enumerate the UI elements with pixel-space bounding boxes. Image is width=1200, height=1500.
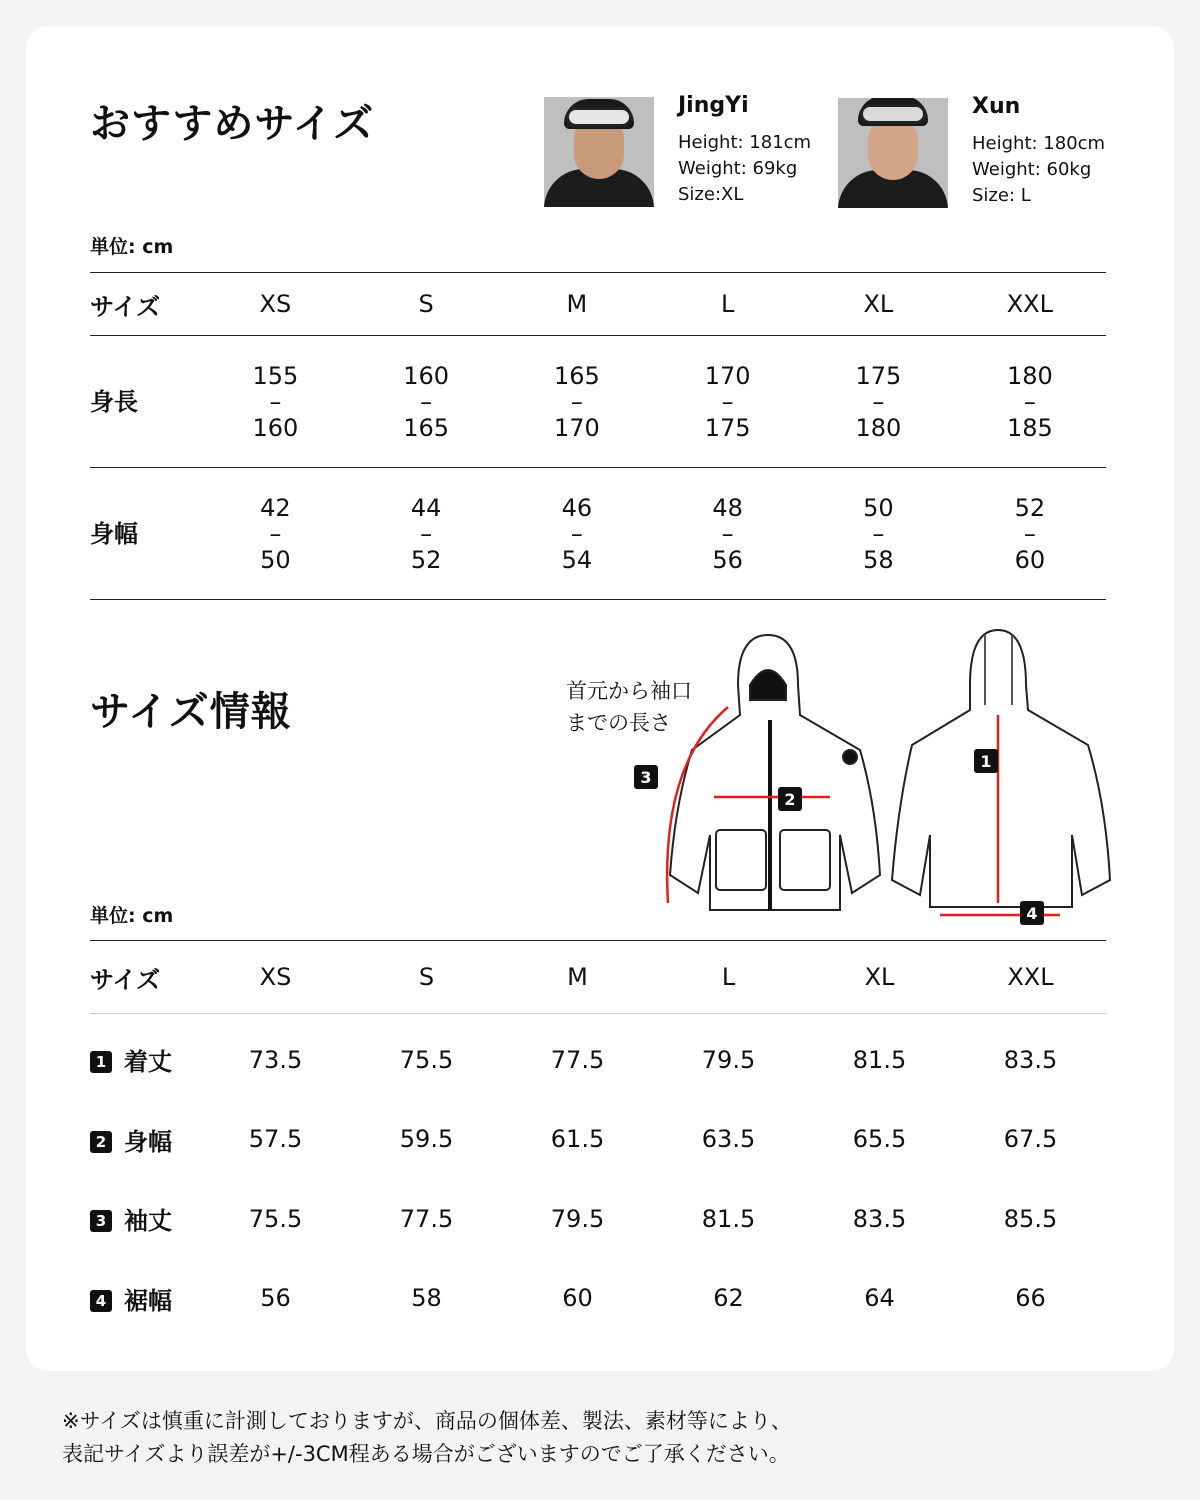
value-cell: 79.5 <box>550 1204 605 1233</box>
size-xl: XL <box>804 941 955 1014</box>
note-line-2: 表記サイズより誤差が+/-3CM程ある場合がございますのでご了承ください。 <box>62 1442 790 1466</box>
range-cell: 180 – 185 <box>954 336 1106 468</box>
size-info-table <box>90 940 1106 1338</box>
table-header-row <box>90 941 1106 1014</box>
marker-1-icon: 1 <box>90 1051 112 1073</box>
value-cell: 61.5 <box>550 1125 605 1154</box>
value-cell: 62 <box>713 1284 744 1313</box>
marker-4-icon: 4 <box>90 1290 112 1312</box>
size-s: S <box>351 941 502 1014</box>
value-cell: 75.5 <box>399 1045 454 1074</box>
model-name: JingYi <box>678 93 749 118</box>
row-label: 4 裾幅 <box>90 1259 200 1339</box>
value-cell: 81.5 <box>852 1045 907 1074</box>
row-label: 1 着丈 <box>90 1014 200 1100</box>
model-name: Xun <box>972 94 1021 119</box>
recommend-size-table <box>90 272 1106 600</box>
svg-text:4: 4 <box>1026 904 1038 923</box>
header-label: サイズ <box>90 941 200 1014</box>
size-xxl: XXL <box>954 273 1106 336</box>
table-row-height <box>90 336 1106 468</box>
model-card-xun <box>838 94 1106 209</box>
note-line-1: ※サイズは慎重に計測しておりますが、商品の個体差、製法、素材等により、 <box>62 1409 792 1433</box>
header-label: サイズ <box>90 273 200 336</box>
row-label: 身幅 <box>90 468 200 600</box>
table-row-chest <box>90 468 1106 600</box>
marker-2-icon: 2 <box>90 1131 112 1153</box>
unit-label: 単位: cm <box>90 236 174 258</box>
unit-label: 単位: cm <box>90 905 174 927</box>
size-m: M <box>502 273 653 336</box>
value-cell: 77.5 <box>550 1045 605 1074</box>
model-photo-xun <box>838 98 948 208</box>
value-cell: 64 <box>864 1284 895 1313</box>
table-header-row <box>90 273 1106 336</box>
range-cell: 165 – 170 <box>502 336 653 468</box>
range-cell: 50 – 58 <box>803 468 954 600</box>
model-weight: Weight: 60kg <box>972 159 1092 180</box>
row-label: 3 袖丈 <box>90 1179 200 1259</box>
model-photo-jingyi <box>544 97 654 207</box>
size-info-title: サイズ情報 <box>90 689 292 735</box>
value-cell: 65.5 <box>852 1125 907 1154</box>
table-row-sleeve <box>90 1179 1106 1259</box>
svg-text:1: 1 <box>980 752 992 771</box>
value-cell: 59.5 <box>399 1125 454 1154</box>
value-cell: 63.5 <box>701 1125 756 1154</box>
value-cell: 81.5 <box>701 1204 756 1233</box>
model-height: Height: 181cm <box>678 132 812 153</box>
table-row-chest <box>90 1100 1106 1180</box>
row-label: 2 身幅 <box>90 1100 200 1180</box>
range-cell: 44 – 52 <box>351 468 502 600</box>
model-height: Height: 180cm <box>972 133 1106 154</box>
range-cell: 160 – 165 <box>351 336 502 468</box>
back-jacket-icon <box>892 630 1110 907</box>
value-cell: 75.5 <box>248 1204 303 1233</box>
range-cell: 46 – 54 <box>502 468 653 600</box>
row-label: 身長 <box>90 336 200 468</box>
size-l: L <box>653 941 804 1014</box>
value-cell: 83.5 <box>1003 1045 1058 1074</box>
range-cell: 42 – 50 <box>200 468 351 600</box>
size-xl: XL <box>803 273 954 336</box>
table-row-length <box>90 1014 1106 1100</box>
range-cell: 48 – 56 <box>652 468 803 600</box>
range-cell: 170 – 175 <box>652 336 803 468</box>
disclaimer-note <box>62 1405 792 1471</box>
range-cell: 155 – 160 <box>200 336 351 468</box>
size-m: M <box>502 941 653 1014</box>
model-size: Size: L <box>972 185 1031 206</box>
value-cell: 60 <box>562 1284 593 1313</box>
jacket-diagram <box>620 625 1120 925</box>
value-cell: 58 <box>411 1284 442 1313</box>
value-cell: 79.5 <box>701 1045 756 1074</box>
size-s: S <box>351 273 502 336</box>
value-cell: 67.5 <box>1003 1125 1058 1154</box>
recommend-title: おすすめサイズ <box>90 101 375 147</box>
value-cell: 77.5 <box>399 1204 454 1233</box>
value-cell: 73.5 <box>248 1045 303 1074</box>
marker-3-icon: 3 <box>90 1210 112 1232</box>
size-xs: XS <box>200 273 351 336</box>
value-cell: 66 <box>1015 1284 1046 1313</box>
range-cell: 52 – 60 <box>954 468 1106 600</box>
value-cell: 85.5 <box>1003 1204 1058 1233</box>
value-cell: 57.5 <box>248 1125 303 1154</box>
value-cell: 56 <box>260 1284 291 1313</box>
size-xs: XS <box>200 941 351 1014</box>
model-weight: Weight: 69kg <box>678 158 798 179</box>
svg-text:3: 3 <box>640 768 652 787</box>
model-size: Size:XL <box>678 184 744 205</box>
range-cell: 175 – 180 <box>803 336 954 468</box>
size-l: L <box>652 273 803 336</box>
sleeve-measure-label: 首元から袖口 までの長さ <box>566 679 692 735</box>
table-row-hem <box>90 1259 1106 1339</box>
value-cell: 83.5 <box>852 1204 907 1233</box>
size-xxl: XXL <box>955 941 1106 1014</box>
model-card-jingyi <box>544 93 812 208</box>
svg-text:2: 2 <box>784 790 796 809</box>
